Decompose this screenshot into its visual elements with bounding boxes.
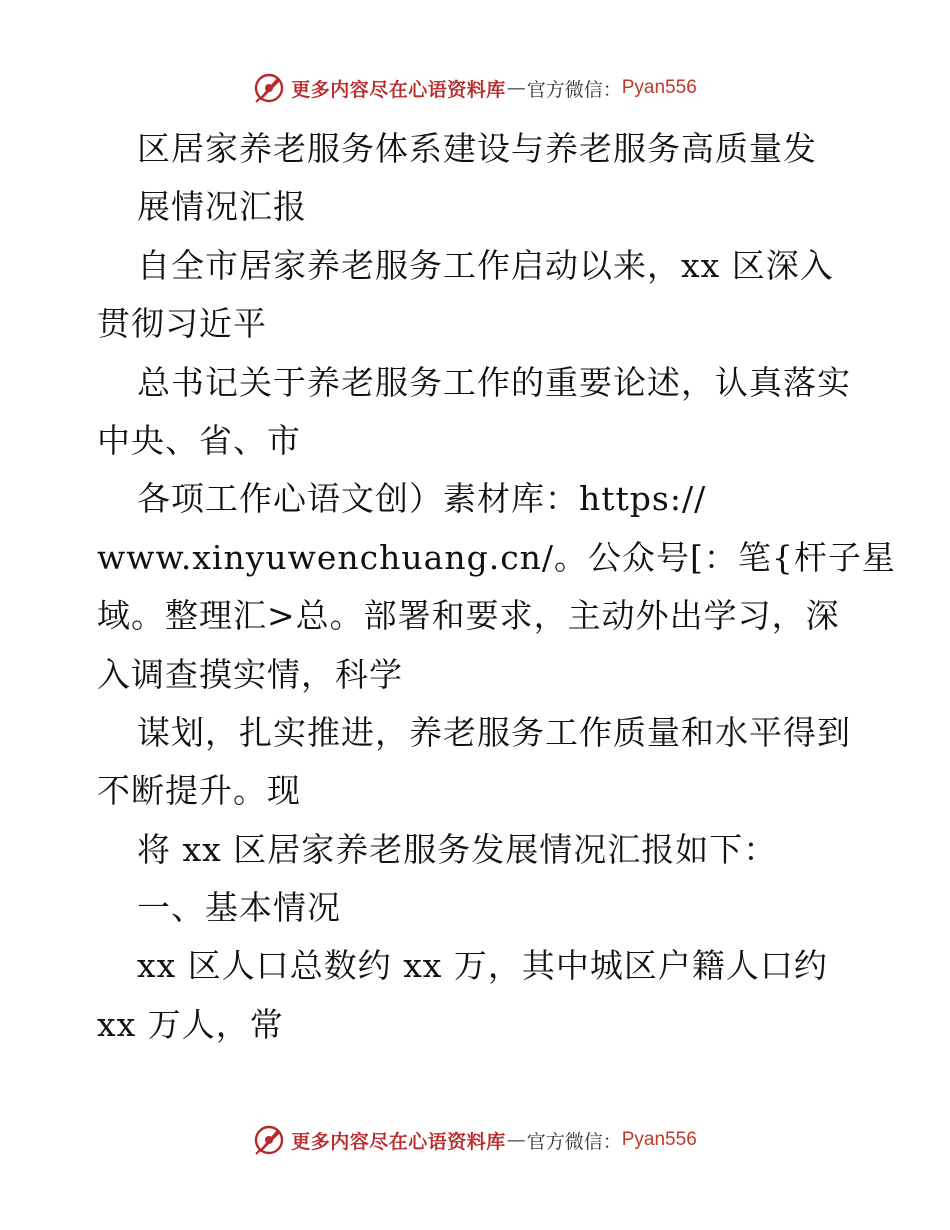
banner-wechat-label: 官方微信： — [526, 1130, 622, 1153]
banner-wechat-id: Pyan556 — [621, 77, 697, 98]
paragraph-line: 将 xx 区居家养老服务发展情况汇报如下： — [137, 829, 778, 869]
quill-pen-logo-icon — [253, 1124, 285, 1156]
banner-wechat-id: Pyan556 — [621, 1129, 697, 1150]
header-banner — [0, 72, 950, 104]
document-body — [97, 120, 896, 1054]
section-heading: 一、基本情况 — [137, 888, 341, 928]
paragraph-line: xx 万人，常 — [97, 1004, 284, 1044]
title-line-1: 区居家养老服务体系建设与养老服务高质量发 — [137, 129, 817, 168]
quill-pen-logo-icon — [253, 72, 285, 104]
paragraph-line: 不断提升。现 — [97, 771, 301, 811]
banner-wechat-label: 官方微信： — [526, 78, 622, 101]
paragraph-line: xx 区人口总数约 xx 万，其中城区户籍人口约 — [137, 946, 828, 986]
title-line-2: 展情况汇报 — [137, 187, 307, 227]
paragraph-line: 中央、省、市 — [97, 420, 301, 460]
banner-brand-text: 更多内容尽在心语资料库 — [291, 78, 506, 101]
banner-brand-text: 更多内容尽在心语资料库 — [291, 1130, 506, 1153]
paragraph-line: 各项工作心语文创）素材库：https:// — [137, 479, 707, 519]
paragraph-line: 自全市居家养老服务工作启动以来，xx 区深入 — [137, 245, 834, 285]
paragraph-line: 入调查摸实情，科学 — [97, 654, 403, 694]
paragraph-line: 贯彻习近平 — [97, 304, 267, 344]
footer-banner — [0, 1124, 950, 1156]
paragraph-line: 总书记关于养老服务工作的重要论述，认真落实 — [137, 362, 851, 402]
paragraph-line: 谋划，扎实推进，养老服务工作质量和水平得到 — [137, 712, 851, 752]
paragraph-line: www.xinyuwenchuang.cn/。公众号[：笔{杆子星 — [97, 537, 896, 577]
banner-separator: — — [506, 77, 526, 99]
banner-separator: — — [506, 1129, 526, 1151]
paragraph-line: 域。整理汇>总。部署和要求，主动外出学习，深 — [97, 596, 840, 636]
